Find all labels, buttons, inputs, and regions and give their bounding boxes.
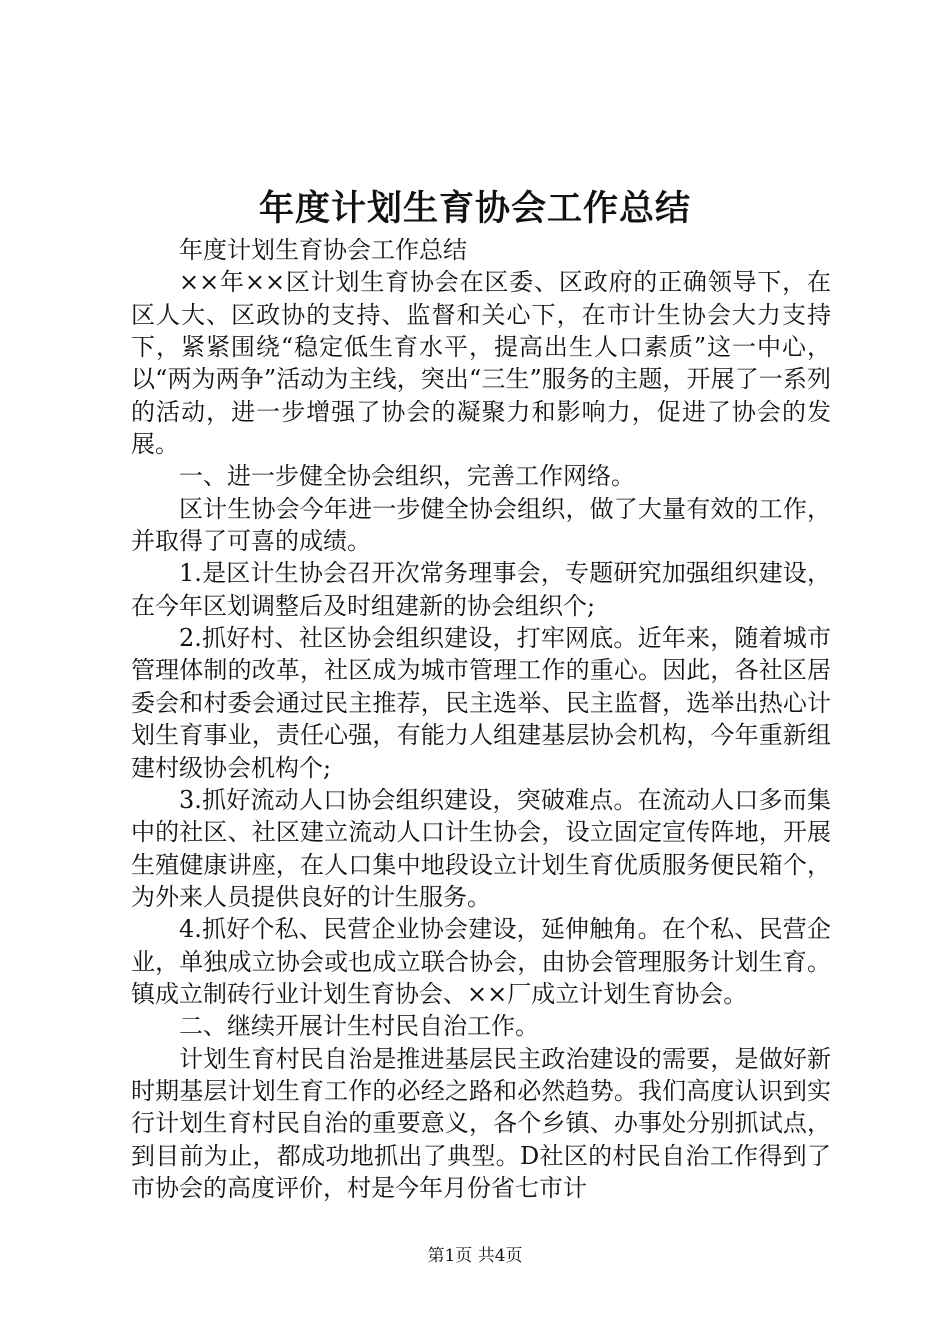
paragraph-heading-repeat: 年度计划生育协会工作总结 (179, 236, 467, 264)
paragraph: 计划生育村民自治是推进基层民主政治建设的需要，是做好新时期基层计划生育工作的必经之路和必然趋势。我们高度认识到实行计划生育村民自治的重要意义，各个乡镇、办事处分别抓试点，到目前为止，都成功地抓出了典型。D社区的村民自治工作得到了市协会的高度评价，村是今年月份省七市计 (131, 1044, 831, 1202)
list-item-3: 3.抓好流动人口协会组织建设，突破难点。在流动人口多而集中的社区、社区建立流动人口计生协会，设立固定宣传阵地，开展生殖健康讲座，在人口集中地段设立计划生育优质服务便民箱个，为外来人员提供良好的计生服务。 (131, 785, 831, 911)
section-heading-2: 二、继续开展计生村民自治工作。 (179, 1012, 539, 1041)
document-title: 年度计划生育协会工作总结 (258, 188, 691, 229)
list-item-4: 4.抓好个私、民营企业协会建设，延伸触角。在个私、民营企业，单独成立协会或也成立联合协会，由协会管理服务计划生育。镇成立制砖行业计划生育协会、××厂成立计划生育协会。 (131, 915, 831, 1008)
list-item-1: 1.是区计生协会召开次常务理事会，专题研究加强组织建设，在今年区划调整后及时组建新的协会组织个; (131, 559, 831, 620)
section-heading-1: 一、进一步健全协会组织，完善工作网络。 (179, 462, 635, 491)
paragraph: 区计生协会今年进一步健全协会组织，做了大量有效的工作，并取得了可喜的成绩。 (131, 494, 831, 556)
paragraph-intro: ××年××区计划生育协会在区委、区政府的正确领导下，在区人大、区政协的支持、监督和关心下，在市计生协会大力支持下，紧紧围绕“稳定低生育水平，提高出生人口素质”这一中心，以“两为两争”活动为主线，突出“三生”服务的主题，开展了一系列的活动，进一步增强了协会的凝聚力和影响力，促进了协会的发展。 (131, 268, 831, 459)
document-body (131, 234, 831, 1204)
page-footer: 第1页 共4页 (427, 1246, 523, 1266)
list-item-2: 2.抓好村、社区协会组织建设，打牢网底。近年来，随着城市管理体制的改革，社区成为城市管理工作的重心。因此，各社区居委会和村委会通过民主推荐，民主选举、民主监督，选举出热心计划生育事业，责任心强，有能力人组建基层协会机构，今年重新组建村级协会机构个; (131, 624, 831, 782)
